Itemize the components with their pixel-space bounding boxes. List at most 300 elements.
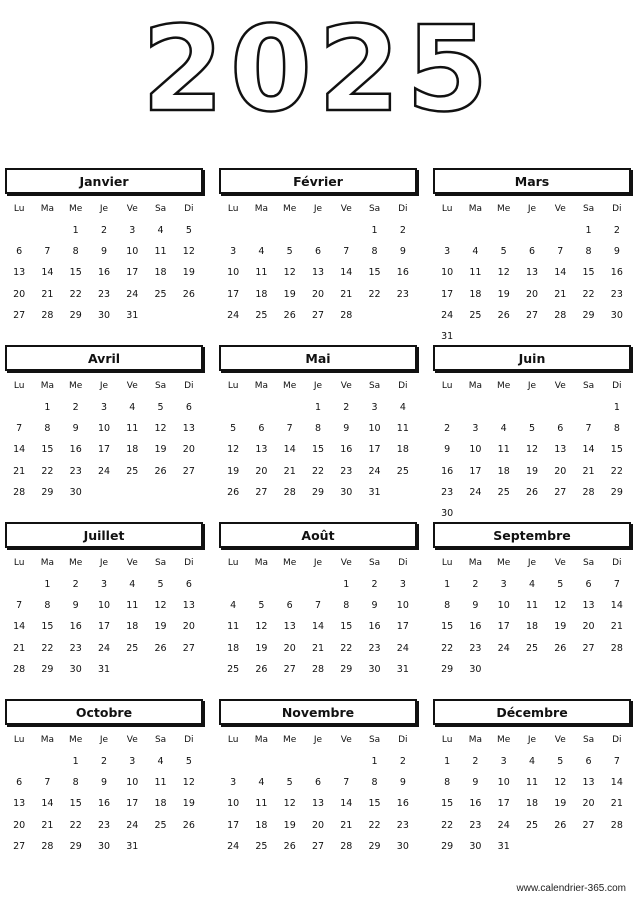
day-number: 27 [13, 309, 26, 321]
weekday-header-row [433, 203, 631, 215]
weekday-label: Me [283, 204, 297, 214]
day-number: 29 [340, 663, 353, 675]
weekday-label: Je [99, 204, 109, 214]
weekday-label: Di [398, 558, 408, 568]
weekday-label: Ve [126, 735, 138, 745]
day-number: 26 [154, 465, 167, 477]
weekday-label: Di [184, 204, 194, 214]
weekday-label: Ma [40, 381, 55, 391]
day-number: 24 [97, 465, 111, 477]
day-number: 25 [469, 309, 482, 321]
website-footer: www.calendrier-365.com [516, 883, 626, 894]
day-number: 13 [182, 423, 195, 435]
day-number: 7 [44, 246, 51, 258]
day-number: 1 [343, 579, 350, 590]
day-number: 20 [582, 798, 595, 810]
day-number: 17 [441, 288, 454, 300]
day-number: 4 [472, 246, 479, 258]
day-number: 22 [69, 288, 82, 300]
weekday-label: Sa [582, 735, 595, 745]
day-number: 6 [286, 600, 293, 612]
day-number: 16 [97, 267, 111, 279]
day-number: 28 [340, 840, 353, 852]
day-number: 2 [613, 225, 620, 236]
empty-day-cell [5, 574, 33, 595]
day-number: 8 [314, 423, 322, 435]
weekday-label: Sa [154, 204, 167, 214]
day-number: 24 [126, 288, 139, 300]
day-number: 16 [610, 267, 623, 279]
day-number: 8 [613, 423, 620, 435]
day-number: 11 [525, 600, 539, 612]
day-number: 12 [554, 777, 567, 789]
day-number: 16 [469, 798, 482, 810]
day-number: 10 [227, 267, 240, 279]
weekday-label: Me [283, 558, 297, 568]
day-number: 27 [182, 642, 195, 654]
empty-day-cell [546, 220, 574, 241]
day-number: 6 [585, 579, 592, 590]
weekday-label: Me [69, 735, 83, 745]
day-number: 10 [497, 777, 510, 789]
day-number: 25 [154, 288, 167, 300]
day-number: 28 [41, 840, 54, 852]
weekday-label: Di [612, 381, 622, 391]
day-number: 24 [227, 840, 240, 852]
day-number: 19 [283, 288, 296, 300]
empty-day-cell [5, 397, 33, 418]
day-number: 19 [154, 621, 167, 633]
day-number: 5 [286, 777, 293, 789]
day-number: 20 [311, 288, 325, 300]
empty-day-cell [219, 751, 247, 772]
day-number: 8 [44, 600, 51, 612]
day-number: 17 [227, 288, 240, 300]
month-title: Décembre [433, 699, 631, 725]
day-number: 28 [610, 642, 623, 654]
day-number: 24 [396, 642, 409, 654]
day-number: 28 [13, 486, 26, 498]
day-number: 14 [13, 444, 26, 456]
day-number: 18 [525, 798, 539, 810]
day-number: 10 [497, 600, 510, 612]
weekday-header-row [219, 203, 417, 215]
day-number: 11 [525, 777, 539, 789]
day-number: 11 [396, 423, 409, 435]
weekday-label: Ma [468, 558, 483, 568]
day-number: 16 [368, 621, 381, 633]
day-number: 28 [340, 309, 353, 321]
day-number: 23 [69, 465, 82, 477]
day-number: 19 [554, 798, 567, 810]
day-number: 7 [286, 423, 293, 435]
day-number: 21 [41, 819, 54, 831]
day-number: 18 [126, 444, 139, 456]
day-number: 30 [69, 663, 82, 675]
empty-day-cell [304, 220, 332, 241]
day-number: 5 [258, 600, 265, 612]
day-number: 30 [69, 486, 82, 498]
day-number: 30 [610, 309, 623, 321]
day-number: 25 [255, 840, 268, 852]
weekday-label: Je [527, 204, 537, 214]
weekday-label: Ma [254, 558, 269, 568]
weekday-header-row [433, 380, 631, 392]
day-grid [219, 220, 417, 326]
day-number: 15 [69, 798, 82, 810]
day-number: 27 [13, 840, 26, 852]
weekday-label: Lu [13, 558, 25, 568]
day-number: 21 [610, 621, 623, 633]
weekday-label: Je [99, 735, 109, 745]
weekday-label: Me [283, 381, 297, 391]
month-title: Novembre [219, 699, 417, 725]
day-number: 18 [525, 621, 539, 633]
day-number: 17 [497, 798, 510, 810]
day-number: 26 [497, 309, 510, 321]
month-block [219, 168, 417, 345]
empty-day-cell [490, 220, 518, 241]
day-number: 14 [340, 798, 353, 810]
day-number: 12 [182, 246, 195, 258]
day-number: 1 [585, 225, 592, 236]
day-number: 22 [368, 819, 381, 831]
day-number: 9 [100, 246, 108, 258]
day-number: 8 [444, 600, 451, 612]
day-number: 14 [283, 444, 296, 456]
day-number: 8 [44, 423, 51, 435]
day-number: 3 [230, 246, 237, 258]
day-number: 1 [72, 225, 79, 236]
day-number: 3 [444, 246, 451, 258]
day-number: 6 [258, 423, 265, 435]
day-number: 18 [154, 267, 167, 279]
day-number: 5 [500, 246, 507, 258]
day-number: 24 [227, 309, 240, 321]
day-number: 13 [255, 444, 268, 456]
day-number: 23 [441, 486, 454, 498]
day-number: 14 [41, 267, 54, 279]
day-number: 2 [399, 225, 406, 236]
day-number: 23 [469, 819, 482, 831]
day-number: 15 [441, 798, 454, 810]
month-title: Octobre [5, 699, 203, 725]
day-grid [219, 397, 417, 503]
day-number: 4 [258, 777, 265, 789]
weekday-label: Sa [154, 735, 167, 745]
day-number: 11 [469, 267, 482, 279]
month-title: Février [219, 168, 417, 194]
day-number: 6 [16, 777, 23, 789]
day-number: 29 [610, 486, 623, 498]
day-number: 14 [610, 600, 623, 612]
empty-day-cell [518, 397, 546, 418]
day-number: 7 [613, 756, 620, 767]
day-number: 18 [396, 444, 409, 456]
weekday-label: Sa [368, 735, 381, 745]
day-number: 12 [154, 423, 167, 435]
day-number: 21 [610, 798, 623, 810]
day-number: 16 [97, 798, 111, 810]
day-number: 11 [154, 246, 167, 258]
day-number: 14 [13, 621, 26, 633]
day-number: 3 [100, 579, 108, 590]
day-number: 13 [13, 267, 26, 279]
weekday-label: Di [184, 558, 194, 568]
day-number: 31 [396, 663, 409, 675]
day-number: 6 [585, 756, 592, 767]
weekday-label: Me [497, 381, 511, 391]
weekday-label: Sa [582, 204, 595, 214]
day-number: 1 [44, 579, 51, 590]
day-number: 17 [497, 621, 510, 633]
empty-day-cell [276, 397, 304, 418]
empty-day-cell [461, 397, 489, 418]
day-number: 16 [69, 621, 82, 633]
weekday-label: Sa [582, 381, 595, 391]
day-number: 25 [255, 309, 268, 321]
month-title: Avril [5, 345, 203, 371]
day-number: 21 [13, 642, 26, 654]
day-number: 20 [255, 465, 268, 477]
empty-day-cell [490, 397, 518, 418]
day-number: 10 [97, 423, 111, 435]
weekday-label: Lu [441, 381, 453, 391]
day-number: 7 [314, 600, 322, 612]
day-grid [433, 397, 631, 524]
day-number: 22 [582, 288, 595, 300]
month-block [5, 345, 203, 522]
day-number: 3 [230, 777, 237, 789]
weekday-header-row [5, 380, 203, 392]
day-number: 23 [97, 819, 111, 831]
empty-day-cell [304, 574, 332, 595]
day-grid [5, 751, 203, 857]
month-title: Janvier [5, 168, 203, 194]
weekday-label: Lu [13, 735, 25, 745]
day-number: 27 [554, 486, 567, 498]
day-number: 28 [311, 663, 325, 675]
day-number: 27 [182, 465, 195, 477]
weekday-label: Ve [554, 558, 566, 568]
weekday-label: Lu [227, 735, 239, 745]
day-number: 22 [340, 642, 353, 654]
weekday-label: Je [527, 381, 537, 391]
day-number: 22 [69, 819, 82, 831]
day-number: 18 [227, 642, 240, 654]
day-number: 10 [469, 444, 482, 456]
day-number: 27 [582, 642, 595, 654]
day-number: 24 [441, 309, 454, 321]
day-number: 16 [340, 444, 353, 456]
day-number: 23 [396, 288, 409, 300]
day-number: 24 [497, 642, 510, 654]
day-number: 9 [72, 423, 79, 435]
day-number: 12 [227, 444, 240, 456]
day-number: 9 [100, 777, 108, 789]
month-block [219, 522, 417, 699]
day-number: 19 [554, 621, 567, 633]
weekday-header-row [5, 203, 203, 215]
day-number: 8 [343, 600, 350, 612]
day-number: 24 [126, 819, 139, 831]
day-number: 5 [230, 423, 237, 435]
day-number: 28 [13, 663, 26, 675]
weekday-label: Ve [126, 558, 138, 568]
day-number: 17 [126, 798, 139, 810]
day-number: 19 [525, 465, 539, 477]
day-number: 11 [126, 600, 139, 612]
day-number: 23 [610, 288, 623, 300]
day-number: 8 [371, 777, 378, 789]
day-number: 30 [97, 840, 111, 852]
empty-day-cell [433, 397, 461, 418]
day-number: 29 [69, 309, 82, 321]
day-number: 15 [69, 267, 82, 279]
day-number: 6 [16, 246, 23, 258]
day-number: 6 [314, 246, 322, 258]
day-number: 23 [69, 642, 82, 654]
day-number: 10 [368, 423, 381, 435]
day-number: 15 [441, 621, 454, 633]
day-number: 17 [227, 819, 240, 831]
day-number: 1 [314, 402, 322, 413]
weekday-label: Sa [368, 204, 381, 214]
weekday-header-row [5, 734, 203, 746]
empty-day-cell [33, 751, 61, 772]
day-number: 30 [396, 840, 409, 852]
day-number: 16 [396, 798, 409, 810]
day-number: 25 [227, 663, 240, 675]
day-number: 31 [126, 840, 139, 852]
month-title: Mars [433, 168, 631, 194]
day-number: 17 [97, 621, 111, 633]
day-number: 1 [44, 402, 51, 413]
weekday-label: Me [283, 735, 297, 745]
day-number: 10 [97, 600, 111, 612]
day-number: 25 [497, 486, 510, 498]
day-number: 2 [371, 579, 378, 590]
weekday-header-row [5, 557, 203, 569]
month-title: Juillet [5, 522, 203, 548]
day-number: 13 [525, 267, 539, 279]
day-grid [5, 220, 203, 326]
month-block [433, 168, 631, 345]
day-number: 22 [41, 642, 54, 654]
day-number: 8 [371, 246, 378, 258]
weekday-label: Lu [227, 558, 239, 568]
day-number: 20 [525, 288, 539, 300]
weekday-label: Sa [368, 558, 381, 568]
calendar-grid [5, 168, 631, 876]
weekday-label: Lu [441, 558, 453, 568]
weekday-label: Di [398, 735, 408, 745]
day-number: 2 [399, 756, 406, 767]
day-number: 5 [528, 423, 536, 435]
day-number: 16 [396, 267, 409, 279]
day-number: 19 [182, 267, 195, 279]
month-block [433, 699, 631, 876]
month-block [433, 345, 631, 522]
day-number: 13 [13, 798, 26, 810]
day-number: 7 [585, 423, 592, 435]
day-number: 29 [311, 486, 325, 498]
weekday-label: Me [497, 204, 511, 214]
day-number: 11 [497, 444, 510, 456]
day-number: 9 [613, 246, 620, 258]
day-number: 22 [368, 288, 381, 300]
day-grid [433, 220, 631, 347]
day-number: 16 [469, 621, 482, 633]
weekday-label: Me [69, 381, 83, 391]
day-number: 26 [182, 819, 195, 831]
month-block [5, 522, 203, 699]
empty-day-cell [574, 397, 602, 418]
weekday-label: Di [612, 204, 622, 214]
day-number: 13 [283, 621, 296, 633]
day-number: 26 [525, 486, 539, 498]
day-number: 30 [368, 663, 381, 675]
day-number: 19 [154, 444, 167, 456]
day-number: 19 [283, 819, 296, 831]
day-number: 12 [283, 267, 296, 279]
day-number: 14 [554, 267, 567, 279]
day-number: 5 [157, 402, 164, 413]
day-number: 13 [554, 444, 567, 456]
day-number: 15 [368, 267, 381, 279]
weekday-label: Ve [340, 381, 352, 391]
day-number: 8 [72, 246, 79, 258]
day-number: 24 [497, 819, 510, 831]
day-number: 12 [283, 798, 296, 810]
day-number: 27 [525, 309, 539, 321]
day-number: 10 [227, 798, 240, 810]
weekday-label: Ma [468, 381, 483, 391]
day-number: 9 [371, 600, 378, 612]
day-number: 4 [129, 402, 136, 413]
day-number: 5 [185, 225, 192, 236]
day-number: 25 [126, 642, 139, 654]
weekday-header-row [219, 557, 417, 569]
month-title: Mai [219, 345, 417, 371]
day-number: 24 [469, 486, 482, 498]
day-number: 12 [154, 600, 167, 612]
day-number: 21 [340, 819, 353, 831]
day-number: 15 [41, 444, 54, 456]
day-number: 7 [613, 579, 620, 590]
day-number: 30 [340, 486, 353, 498]
day-number: 27 [311, 840, 325, 852]
day-number: 18 [469, 288, 482, 300]
day-number: 29 [441, 663, 454, 675]
day-number: 28 [283, 486, 296, 498]
day-number: 29 [441, 840, 454, 852]
day-number: 3 [100, 402, 108, 413]
day-number: 18 [497, 465, 510, 477]
day-number: 1 [613, 402, 620, 413]
month-title: Août [219, 522, 417, 548]
day-number: 8 [72, 777, 79, 789]
day-number: 25 [525, 819, 539, 831]
day-number: 13 [582, 600, 595, 612]
day-number: 3 [129, 756, 136, 767]
day-number: 14 [41, 798, 54, 810]
weekday-label: Ma [468, 735, 483, 745]
month-block [5, 699, 203, 876]
day-number: 14 [610, 777, 623, 789]
day-number: 15 [610, 444, 623, 456]
day-number: 13 [582, 777, 595, 789]
